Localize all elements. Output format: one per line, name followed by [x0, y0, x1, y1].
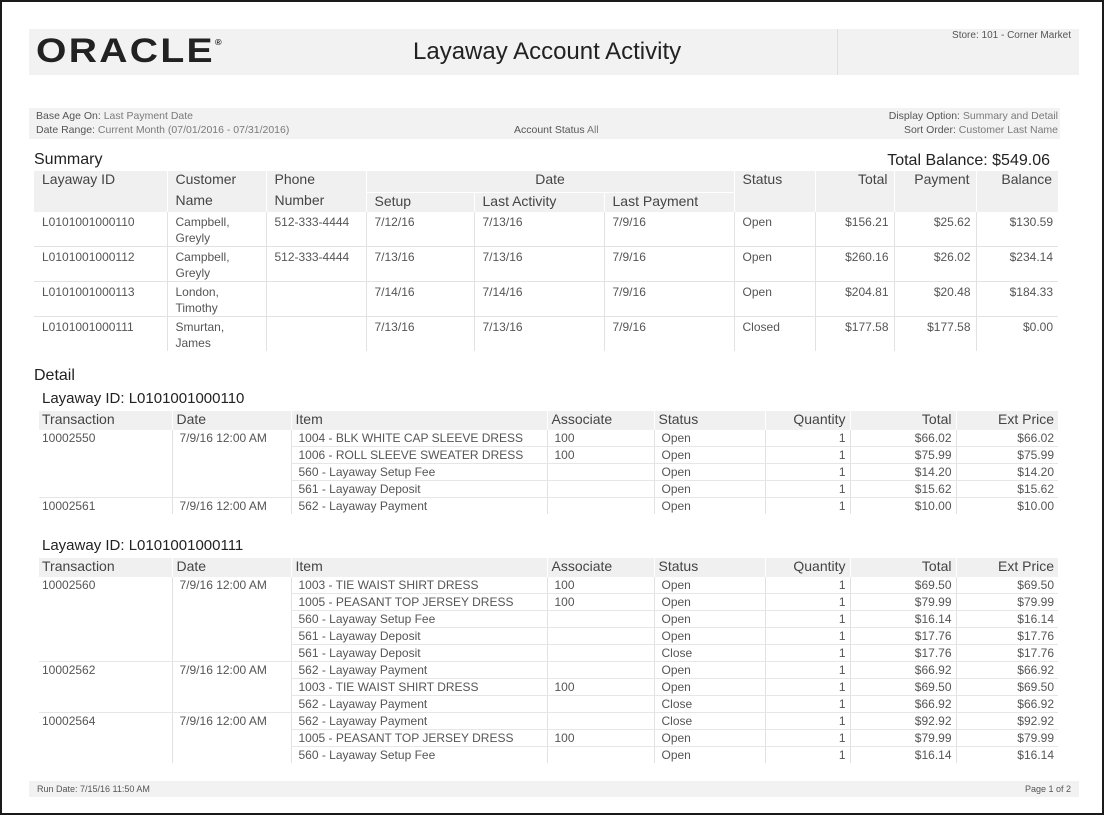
col-layaway-id: Layaway ID [34, 171, 167, 192]
associate [547, 481, 654, 498]
col-status-2 [734, 192, 815, 212]
status: Close [654, 713, 765, 730]
detail-row [39, 611, 1058, 628]
col-status: Status [654, 558, 765, 577]
total: $17.76 [850, 645, 956, 662]
item: 561 - Layaway Deposit [291, 628, 547, 645]
status: Open [654, 730, 765, 747]
quantity: 1 [765, 662, 850, 679]
ext-price: $66.02 [956, 430, 1058, 447]
phone: 512-333-4444 [266, 212, 366, 247]
col-payment-2 [894, 192, 976, 212]
item: 1005 - PEASANT TOP JERSEY DRESS [291, 594, 547, 611]
last-activity-date: 7/13/16 [474, 247, 604, 282]
quantity: 1 [765, 696, 850, 713]
detail-row [39, 645, 1058, 662]
setup-date: 7/13/16 [366, 247, 474, 282]
transaction-date [172, 611, 291, 628]
associate: 100 [547, 447, 654, 464]
col-total: Total [850, 411, 956, 430]
associate: 100 [547, 577, 654, 594]
ext-price: $69.50 [956, 679, 1058, 696]
transaction-id [39, 747, 172, 764]
total: $10.00 [850, 498, 956, 515]
total: $66.92 [850, 662, 956, 679]
status: Open [654, 628, 765, 645]
status: Open [654, 747, 765, 764]
param-sort-order: Sort Order: Customer Last Name [903, 124, 1058, 136]
summary-row [34, 212, 1058, 247]
transaction-date [172, 696, 291, 713]
summary-row [34, 247, 1058, 282]
quantity: 1 [765, 594, 850, 611]
param-base-age: Base Age On: Last Payment Date [36, 110, 194, 122]
transaction-date [172, 464, 291, 481]
last-payment-date: 7/9/16 [604, 317, 734, 352]
param-account-status: Account Status All [514, 124, 599, 136]
detail-row [39, 577, 1058, 594]
col-ext-price: Ext Price [956, 558, 1058, 577]
param-date-range: Date Range: Current Month (07/01/2016 - 07/31/2016) [36, 124, 290, 136]
detail-row [39, 447, 1058, 464]
summary-row [34, 282, 1058, 317]
col-item: Item [291, 558, 547, 577]
transaction-id: 10002564 [42, 714, 96, 728]
quantity: 1 [765, 464, 850, 481]
layaway-id: L0101001000112 [34, 247, 167, 282]
ext-price: $79.99 [956, 594, 1058, 611]
ext-price: $66.92 [956, 696, 1058, 713]
transaction-id [39, 696, 172, 713]
transaction-date [172, 679, 291, 696]
associate [547, 498, 654, 515]
transaction-date [172, 594, 291, 611]
associate [547, 713, 654, 730]
quantity: 1 [765, 645, 850, 662]
customer-name: Campbell, Greyly [167, 212, 266, 247]
quantity: 1 [765, 730, 850, 747]
header-divider [837, 29, 838, 75]
quantity: 1 [765, 628, 850, 645]
phone: 512-333-4444 [266, 247, 366, 282]
total: $16.14 [850, 611, 956, 628]
setup-date: 7/12/16 [366, 212, 474, 247]
quantity: 1 [765, 481, 850, 498]
total: $66.02 [850, 430, 956, 447]
associate [547, 662, 654, 679]
status: Open [654, 498, 765, 515]
total: $260.16 [815, 247, 894, 282]
col-layaway-id-2 [34, 192, 167, 212]
detail-row [39, 498, 1058, 515]
total: $79.99 [850, 594, 956, 611]
col-status: Status [734, 171, 815, 192]
quantity: 1 [765, 498, 850, 515]
detail-row [39, 430, 1058, 447]
setup-date: 7/14/16 [366, 282, 474, 317]
last-activity-date: 7/13/16 [474, 212, 604, 247]
status: Close [654, 696, 765, 713]
total: $17.76 [850, 628, 956, 645]
detail-table [39, 411, 1058, 514]
status: Open [654, 577, 765, 594]
balance: $184.33 [976, 282, 1058, 317]
associate [547, 628, 654, 645]
quantity: 1 [765, 679, 850, 696]
status: Closed [734, 317, 815, 352]
col-payment: Payment [894, 171, 976, 192]
quantity: 1 [765, 430, 850, 447]
transaction-id: 10002561 [42, 499, 96, 513]
transaction-date: 7/9/16 12:00 AM [172, 577, 291, 594]
col-item: Item [291, 411, 547, 430]
col-transaction: Transaction [39, 558, 172, 577]
transaction-date [172, 628, 291, 645]
associate [547, 611, 654, 628]
detail-title: Detail [34, 367, 75, 384]
item: 562 - Layaway Payment [291, 713, 547, 730]
transaction-id [39, 645, 172, 662]
ext-price: $16.14 [956, 747, 1058, 764]
col-total: Total [850, 558, 956, 577]
transaction-date [172, 730, 291, 747]
report-header [29, 29, 1079, 75]
total: $16.14 [850, 747, 956, 764]
customer-name: Campbell, Greyly [167, 247, 266, 282]
col-customer-name: Name [167, 192, 266, 212]
store-info: Store: 101 - Corner Market [952, 30, 1071, 41]
detail-row [39, 481, 1058, 498]
item: 560 - Layaway Setup Fee [291, 464, 547, 481]
col-total: Total [815, 171, 894, 192]
summary-title: Summary [34, 151, 103, 168]
transaction-date [172, 447, 291, 464]
quantity: 1 [765, 747, 850, 764]
col-phone-number: Number [266, 192, 366, 212]
balance: $130.59 [976, 212, 1058, 247]
associate [547, 645, 654, 662]
layaway-id: L0101001000111 [42, 320, 134, 334]
col-status: Status [654, 411, 765, 430]
status: Open [654, 430, 765, 447]
status: Open [654, 464, 765, 481]
item: 1005 - PEASANT TOP JERSEY DRESS [291, 730, 547, 747]
payment: $26.02 [894, 247, 976, 282]
ext-price: $14.20 [956, 464, 1058, 481]
detail-table [39, 558, 1058, 763]
transaction-id [39, 628, 172, 645]
associate [547, 464, 654, 481]
quantity: 1 [765, 713, 850, 730]
detail-row [39, 594, 1058, 611]
col-date: Date [172, 558, 291, 577]
col-balance: Balance [976, 171, 1058, 192]
item: 560 - Layaway Setup Fee [291, 611, 547, 628]
col-date-group: Date [366, 171, 734, 192]
total: $204.81 [815, 282, 894, 317]
ext-price: $15.62 [956, 481, 1058, 498]
associate [547, 696, 654, 713]
transaction-date [172, 747, 291, 764]
total: $66.92 [850, 696, 956, 713]
total: $177.58 [815, 317, 894, 352]
detail-layaway-id: Layaway ID: L0101001000111 [42, 537, 244, 554]
item: 561 - Layaway Deposit [291, 481, 547, 498]
param-display-option: Display Option: Summary and Detail [888, 110, 1058, 122]
associate: 100 [547, 430, 654, 447]
transaction-date: 7/9/16 12:00 AM [172, 498, 291, 515]
balance: $0.00 [976, 317, 1058, 352]
balance: $234.14 [976, 247, 1058, 282]
col-last-activity: Last Activity [474, 192, 604, 212]
summary-table [34, 171, 1058, 351]
total: $92.92 [850, 713, 956, 730]
status: Open [654, 611, 765, 628]
col-balance-2 [976, 192, 1058, 212]
associate: 100 [547, 594, 654, 611]
ext-price: $79.99 [956, 730, 1058, 747]
col-last-payment: Last Payment [604, 192, 734, 212]
layaway-id: L0101001000110 [34, 212, 167, 247]
last-payment-date: 7/9/16 [604, 282, 734, 317]
status: Open [734, 282, 815, 317]
setup-date: 7/13/16 [366, 317, 474, 352]
transaction-date: 7/9/16 12:00 AM [172, 662, 291, 679]
payment: $20.48 [894, 282, 976, 317]
quantity: 1 [765, 611, 850, 628]
transaction-date: 7/9/16 12:00 AM [172, 430, 291, 447]
last-payment-date: 7/9/16 [604, 212, 734, 247]
transaction-date [172, 645, 291, 662]
status: Open [654, 481, 765, 498]
last-activity-date: 7/13/16 [474, 317, 604, 352]
quantity: 1 [765, 447, 850, 464]
col-quantity: Quantity [765, 411, 850, 430]
item: 1003 - TIE WAIST SHIRT DRESS [291, 679, 547, 696]
report-title: Layaway Account Activity [413, 38, 682, 65]
item: 562 - Layaway Payment [291, 662, 547, 679]
associate: 100 [547, 679, 654, 696]
transaction-id [39, 679, 172, 696]
item: 1004 - BLK WHITE CAP SLEEVE DRESS [291, 430, 547, 447]
status: Open [734, 212, 815, 247]
last-activity-date: 7/14/16 [474, 282, 604, 317]
status: Close [654, 645, 765, 662]
ext-price: $16.14 [956, 611, 1058, 628]
transaction-id: 10002560 [42, 578, 96, 592]
phone [266, 282, 366, 317]
detail-row [39, 730, 1058, 747]
detail-layaway-id: Layaway ID: L0101001000110 [42, 390, 245, 407]
status: Open [654, 594, 765, 611]
total: $15.62 [850, 481, 956, 498]
payment: $25.62 [894, 212, 976, 247]
total-balance: Total Balance: $549.06 [887, 152, 1050, 169]
phone [266, 317, 366, 352]
detail-row [39, 747, 1058, 764]
transaction-id [39, 730, 172, 747]
transaction-date: 7/9/16 12:00 AM [172, 713, 291, 730]
item: 1006 - ROLL SLEEVE SWEATER DRESS [291, 447, 547, 464]
detail-row [39, 696, 1058, 713]
total: $79.99 [850, 730, 956, 747]
last-payment-date: 7/9/16 [604, 247, 734, 282]
ext-price: $92.92 [956, 713, 1058, 730]
ext-price: $75.99 [956, 447, 1058, 464]
item: 1003 - TIE WAIST SHIRT DRESS [291, 577, 547, 594]
status: Open [734, 247, 815, 282]
item: 562 - Layaway Payment [291, 696, 547, 713]
total: $69.50 [850, 577, 956, 594]
associate: 100 [547, 730, 654, 747]
col-setup: Setup [366, 192, 474, 212]
total: $156.21 [815, 212, 894, 247]
detail-row [39, 662, 1058, 679]
col-total-2 [815, 192, 894, 212]
col-ext-price: Ext Price [956, 411, 1058, 430]
col-phone: Phone [266, 171, 366, 192]
col-transaction: Transaction [39, 411, 172, 430]
ext-price: $17.76 [956, 645, 1058, 662]
total: $75.99 [850, 447, 956, 464]
status: Open [654, 679, 765, 696]
layaway-id: L0101001000113 [34, 282, 167, 317]
item: 560 - Layaway Setup Fee [291, 747, 547, 764]
ext-price: $66.92 [956, 662, 1058, 679]
transaction-id [39, 447, 172, 464]
transaction-id: 10002562 [42, 663, 96, 677]
total: $14.20 [850, 464, 956, 481]
associate [547, 747, 654, 764]
status: Open [654, 662, 765, 679]
detail-row [39, 713, 1058, 730]
col-quantity: Quantity [765, 558, 850, 577]
ext-price: $69.50 [956, 577, 1058, 594]
summary-row [34, 317, 1058, 352]
col-customer: Customer [167, 171, 266, 192]
payment: $177.58 [894, 317, 976, 352]
ext-price: $10.00 [956, 498, 1058, 515]
transaction-id [39, 481, 172, 498]
oracle-logo: ORACLE® [36, 32, 224, 70]
col-associate: Associate [547, 411, 654, 430]
transaction-date [172, 481, 291, 498]
report-footer [29, 781, 1079, 797]
transaction-id [39, 594, 172, 611]
transaction-id [39, 611, 172, 628]
report-parameters [29, 108, 1060, 139]
detail-row [39, 628, 1058, 645]
status: Open [654, 447, 765, 464]
ext-price: $17.76 [956, 628, 1058, 645]
quantity: 1 [765, 577, 850, 594]
detail-row [39, 679, 1058, 696]
col-associate: Associate [547, 558, 654, 577]
transaction-id [39, 464, 172, 481]
transaction-id: 10002550 [42, 431, 96, 445]
run-date: Run Date: 7/15/16 11:50 AM [37, 784, 150, 794]
item: 562 - Layaway Payment [291, 498, 547, 515]
detail-row [39, 464, 1058, 481]
customer-name: London, Timothy [167, 282, 266, 317]
total: $69.50 [850, 679, 956, 696]
customer-name: Smurtan, James [167, 317, 266, 352]
page-number: Page 1 of 2 [1024, 784, 1071, 794]
col-date: Date [172, 411, 291, 430]
item: 561 - Layaway Deposit [291, 645, 547, 662]
